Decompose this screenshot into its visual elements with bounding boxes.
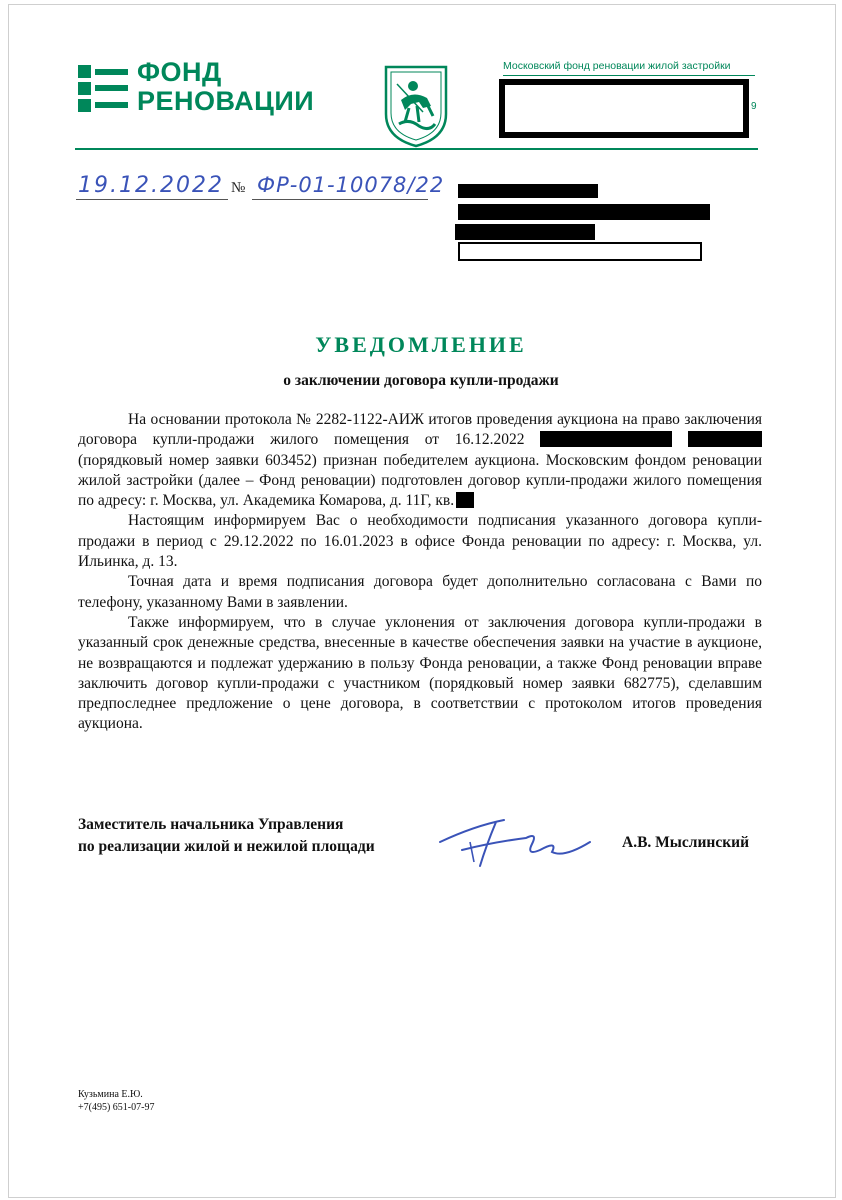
redacted-recipient-line-3 <box>455 224 595 240</box>
redacted-recipient-line-2 <box>458 204 710 220</box>
executor-info <box>78 1088 154 1114</box>
executor-name: Кузьмина Е.Ю. <box>78 1089 143 1100</box>
paragraph-4: Также информируем, что в случае уклонения от заключения договора купли-продажи в указанный срок денежные средства, внесенные в качестве обеспечения заявки на участие в аукционе, не возвращаются и подлежат удержанию в пользу Фонда реновации, а также Фонд реновации вправе заключить договор купли-продажи с участником (порядковый номер заявки 682775), сделавшим предпоследнее предложение о цене договора, в соответствии с протоколом итогов проведения аукциона. <box>78 613 762 733</box>
redacted-inline <box>456 492 474 508</box>
position-line-2: по реализации жилой и нежилой площади <box>78 838 375 855</box>
registration-number: ФР-01-10078/22 <box>257 173 445 197</box>
header-rule <box>75 148 758 150</box>
paragraph-1-part-a: На основании протокола № 2282-1122-АИЖ итогов проведения аукциона на право заключения договора купли-продажи жилого помещения от 16.12.2022 <box>78 411 762 449</box>
signatory-position <box>78 814 375 858</box>
document-subtitle: о заключении договора купли-продажи <box>283 372 559 389</box>
address-tail: 9 <box>751 101 757 112</box>
number-underline <box>252 199 428 200</box>
redacted-recipient-line-1 <box>458 184 598 198</box>
fund-logo-text <box>137 58 314 116</box>
paragraph-1 <box>78 410 762 511</box>
handwritten-signature <box>434 812 594 872</box>
redacted-address-block <box>499 79 749 138</box>
moscow-coat-of-arms-icon <box>383 64 449 148</box>
paragraph-1-part-b: (порядковый номер заявки 603452) признан победителем аукциона. Московским фондом реновации жилой застройки (далее – Фонд реновации) подготовлен договор купли-продажи жилого помещения по адресу: г. Москва, ул. Академика Комарова, д. 11Г, кв. <box>78 451 762 510</box>
fund-logo-icon <box>78 65 128 115</box>
paragraph-2: Настоящим информируем Вас о необходимости подписания указанного договора купли-продажи в период с 29.12.2022 по 16.01.2023 в офисе Фонда реновации по адресу: г. Москва, ул. Ильинка, д. 13. <box>78 512 762 571</box>
redacted-inline <box>688 431 762 447</box>
registration-number-label: № <box>231 180 246 196</box>
logo-line-1: ФОНД <box>137 57 222 87</box>
registration-date: 19.12.2022 <box>78 173 224 198</box>
fund-full-name: Московский фонд реновации жилой застройки <box>503 60 731 72</box>
redacted-recipient-line-4 <box>458 242 702 261</box>
date-underline <box>76 199 228 200</box>
position-line-1: Заместитель начальника Управления <box>78 816 344 833</box>
logo-line-2: РЕНОВАЦИИ <box>137 86 315 116</box>
document-body <box>78 410 762 735</box>
header-rule-small <box>503 75 755 76</box>
document-title: УВЕДОМЛЕНИЕ <box>315 332 527 357</box>
redacted-inline <box>540 431 672 447</box>
paragraph-3: Точная дата и время подписания договора будет дополнительно согласована с Вами по телефону, указанному Вами в заявлении. <box>78 573 762 611</box>
executor-phone: +7(495) 651-07-97 <box>78 1102 155 1113</box>
signatory-name: А.В. Мыслинский <box>622 834 749 851</box>
